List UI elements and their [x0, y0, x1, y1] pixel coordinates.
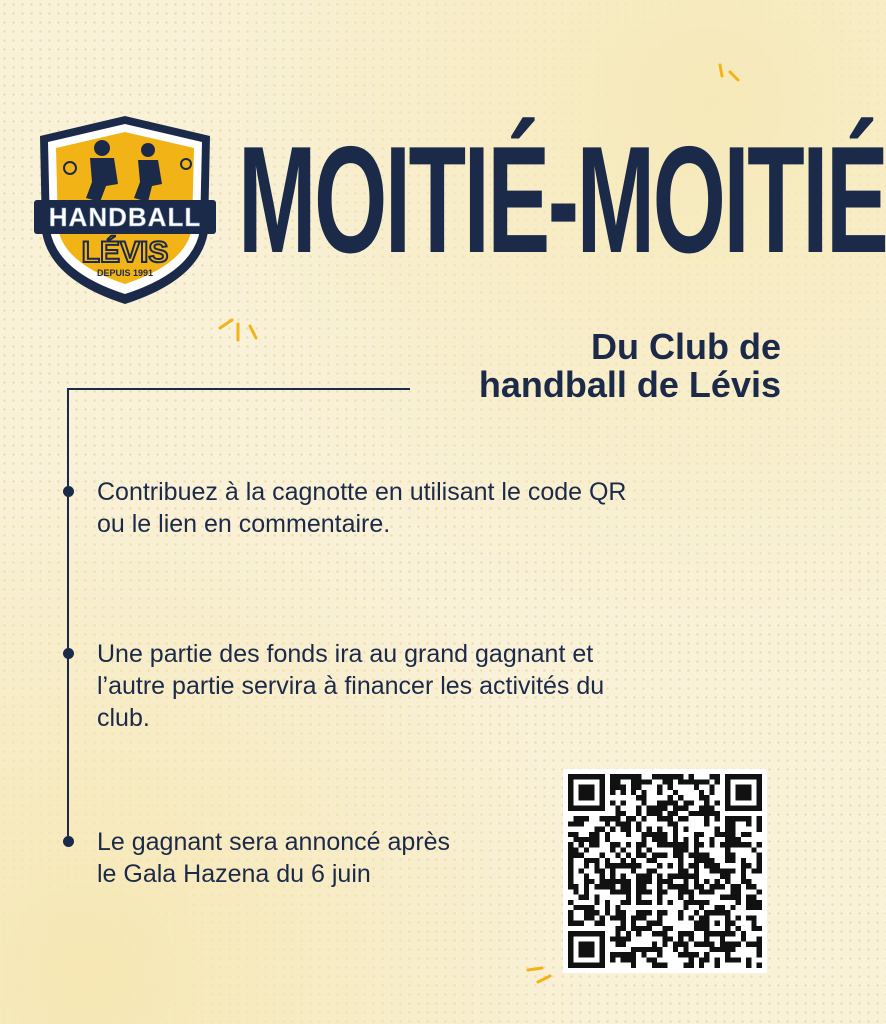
- logo-line1: HANDBALL: [48, 202, 202, 232]
- list-item-line: l’autre partie servira à financer les activités du: [97, 672, 605, 700]
- list-item: [97, 638, 604, 734]
- qr-code-icon[interactable]: [563, 769, 767, 973]
- sparkle-icon: [216, 316, 262, 346]
- logo-line2: LÉVIS: [81, 236, 169, 269]
- subtitle: [479, 328, 781, 404]
- list-item-line: Le gagnant sera annoncé après: [97, 828, 451, 856]
- list-item-line: club.: [97, 704, 150, 732]
- sparkle-icon: [714, 62, 744, 92]
- list-item-line: ou le lien en commentaire.: [97, 510, 391, 538]
- divider-line: [67, 388, 410, 390]
- list-item: [97, 826, 450, 890]
- sparkle-icon: [524, 958, 564, 990]
- list-item: [97, 476, 626, 540]
- subtitle-line1: Du Club de: [591, 326, 781, 367]
- list-item-line: Contribuez à la cagnotte en utilisant le code QR: [97, 478, 627, 506]
- bullet-dot: [63, 486, 74, 497]
- subtitle-line2: handball de Lévis: [478, 364, 781, 405]
- handball-levis-logo: [30, 112, 220, 308]
- bullet-dot: [63, 836, 74, 847]
- list-item-line: le Gala Hazena du 6 juin: [97, 860, 371, 888]
- page-title: MOITIÉ-MOITIÉ: [238, 115, 886, 285]
- bullet-dot: [63, 648, 74, 659]
- timeline-line: [67, 388, 69, 842]
- list-item-line: Une partie des fonds ira au grand gagnant et: [97, 640, 594, 668]
- logo-tagline: DEPUIS 1991: [96, 268, 154, 278]
